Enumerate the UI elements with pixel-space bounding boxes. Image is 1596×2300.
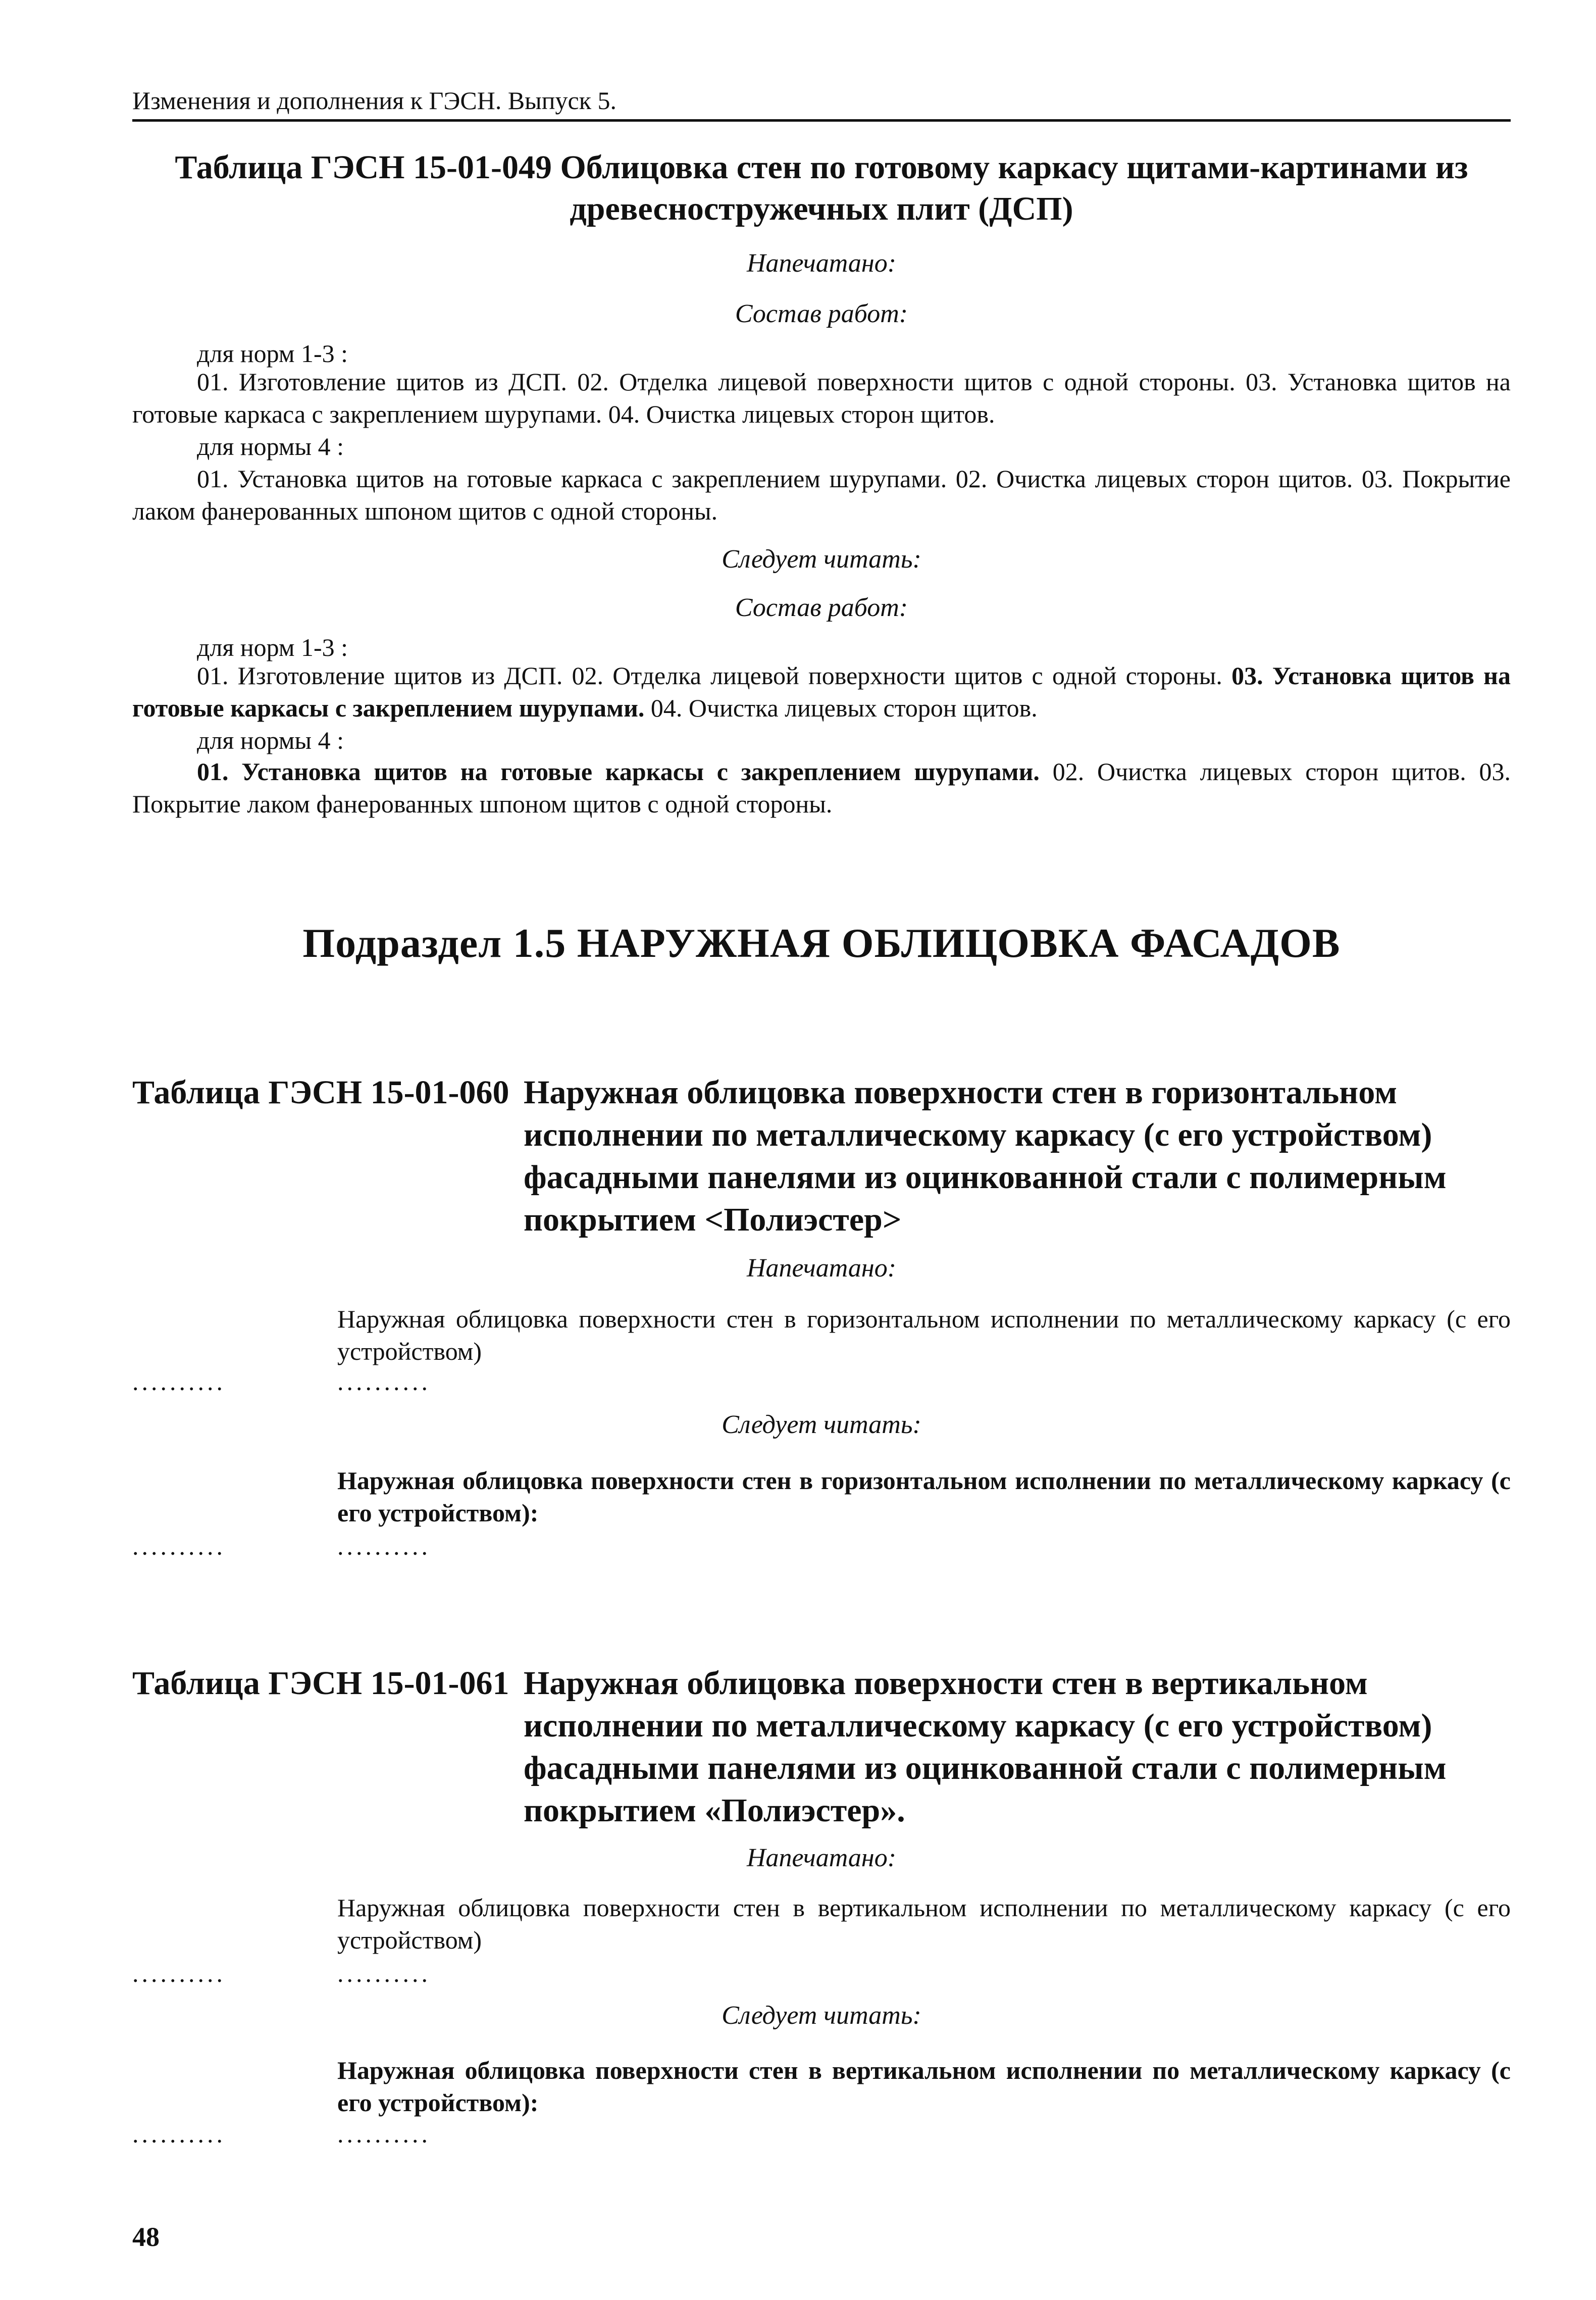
composition-label-2: Состав работ: (735, 593, 908, 622)
page-number: 48 (132, 2222, 160, 2252)
table-061-name: Наружная облицовка поверхности стен в вертикальном исполнении по металлическому каркасу (с его устройством) фасадными панелями из оцинкованной стали с полимерным покрытием «Полиэстер». (524, 1665, 1447, 1829)
for-norms-1-3-label-corrected: для норм 1-3 : (197, 633, 348, 661)
table-049-title-line1: Таблица ГЭСН 15-01-049 Облицовка стен по готовому каркасу щитами-картинами из (175, 149, 1468, 186)
table-061-corrected-dots-right: .......... (337, 2120, 431, 2148)
for-norm-4-label: для нормы 4 : (197, 432, 344, 461)
table-060-printed-dots-right: .......... (337, 1367, 431, 1396)
corrected-composition-4 (132, 755, 1511, 820)
table-060-printed-dots-left: .......... (132, 1367, 226, 1396)
for-norm-4-label-corrected: для нормы 4 : (197, 726, 344, 754)
should-read-label: Следует читать: (722, 545, 921, 574)
corrected-4-rest: 02. Очистка лицевых сторон щитов. 03. Покрытие лаком фанерованных шпоном щитов с одной стороны. (132, 757, 1511, 818)
table-061-code: Таблица ГЭСН 15-01-061 (132, 1665, 509, 1702)
corrected-1-3-bold: 03. Установка щитов на готовые каркасы с закреплением шурупами. (132, 661, 1511, 722)
section-title: Подраздел 1.5 НАРУЖНАЯ ОБЛИЦОВКА ФАСАДОВ (302, 920, 1341, 966)
printed-composition-4-text: 01. Установка щитов на готовые каркаса с закреплением шурупами. 02. Очистка лицевых сторон щитов. 03. Покрытие лаком фанерованных шпоном щитов с одной стороны. (132, 465, 1511, 525)
table-060-code: Таблица ГЭСН 15-01-060 (132, 1074, 509, 1111)
corrected-1-3-part-c: 04. Очистка лицевых сторон щитов. (644, 694, 1038, 722)
printed-composition-4 (132, 463, 1511, 527)
printed-label: Напечатано: (746, 249, 897, 278)
table-060-corrected-dots-right: .......... (337, 1532, 431, 1560)
corrected-composition-1-3 (132, 659, 1511, 724)
table-061-printed-label: Напечатано: (746, 1844, 897, 1872)
table-061-printed-dots-left: .......... (132, 1959, 226, 1987)
corrected-1-3-part-a: 01. Изготовление щитов из ДСП. 02. Отделка лицевой поверхности щитов с одной стороны. (197, 661, 1232, 690)
table-049-title-line2: древесностружечных плит (ДСП) (570, 190, 1073, 227)
table-060-name: Наружная облицовка поверхности стен в горизонтальном исполнении по металлическому каркасу (с его устройством) фасадными панелями из оцинкованной стали с полимерным покрытием <Полиэстер> (524, 1074, 1447, 1238)
running-head: Изменения и дополнения к ГЭСН. Выпуск 5. (132, 85, 1511, 122)
table-060-corrected-entry: Наружная облицовка поверхности стен в горизонтальном исполнении по металлическому каркасу (с его устройством): (337, 1466, 1511, 1527)
table-061-should-read-label: Следует читать: (722, 2001, 921, 2030)
table-061-corrected-entry: Наружная облицовка поверхности стен в вертикальном исполнении по металлическому каркасу (с его устройством): (337, 2056, 1511, 2117)
table-060-printed-label: Напечатано: (746, 1254, 897, 1283)
composition-label: Состав работ: (735, 299, 908, 328)
table-060-should-read-label: Следует читать: (722, 1410, 921, 1439)
printed-composition-1-3-text: 01. Изготовление щитов из ДСП. 02. Отделка лицевой поверхности щитов с одной стороны. 03. Установка щитов на готовые каркаса с закреплением шурупами. 04. Очистка лицевых сторон щитов. (132, 368, 1511, 428)
for-norms-1-3-label: для норм 1-3 : (197, 339, 348, 368)
corrected-4-bold: 01. Установка щитов на готовые каркасы с закреплением шурупами. (197, 757, 1040, 786)
table-061-printed-entry: Наружная облицовка поверхности стен в вертикальном исполнении по металлическому каркасу (с его устройством) (337, 1894, 1511, 1954)
table-061-corrected-dots-left: .......... (132, 2120, 226, 2148)
table-060-printed-entry: Наружная облицовка поверхности стен в горизонтальном исполнении по металлическому каркасу (с его устройством) (337, 1305, 1511, 1365)
table-061-printed-dots-right: .......... (337, 1959, 431, 1987)
printed-composition-1-3 (132, 366, 1511, 430)
table-060-corrected-dots-left: .......... (132, 1532, 226, 1560)
